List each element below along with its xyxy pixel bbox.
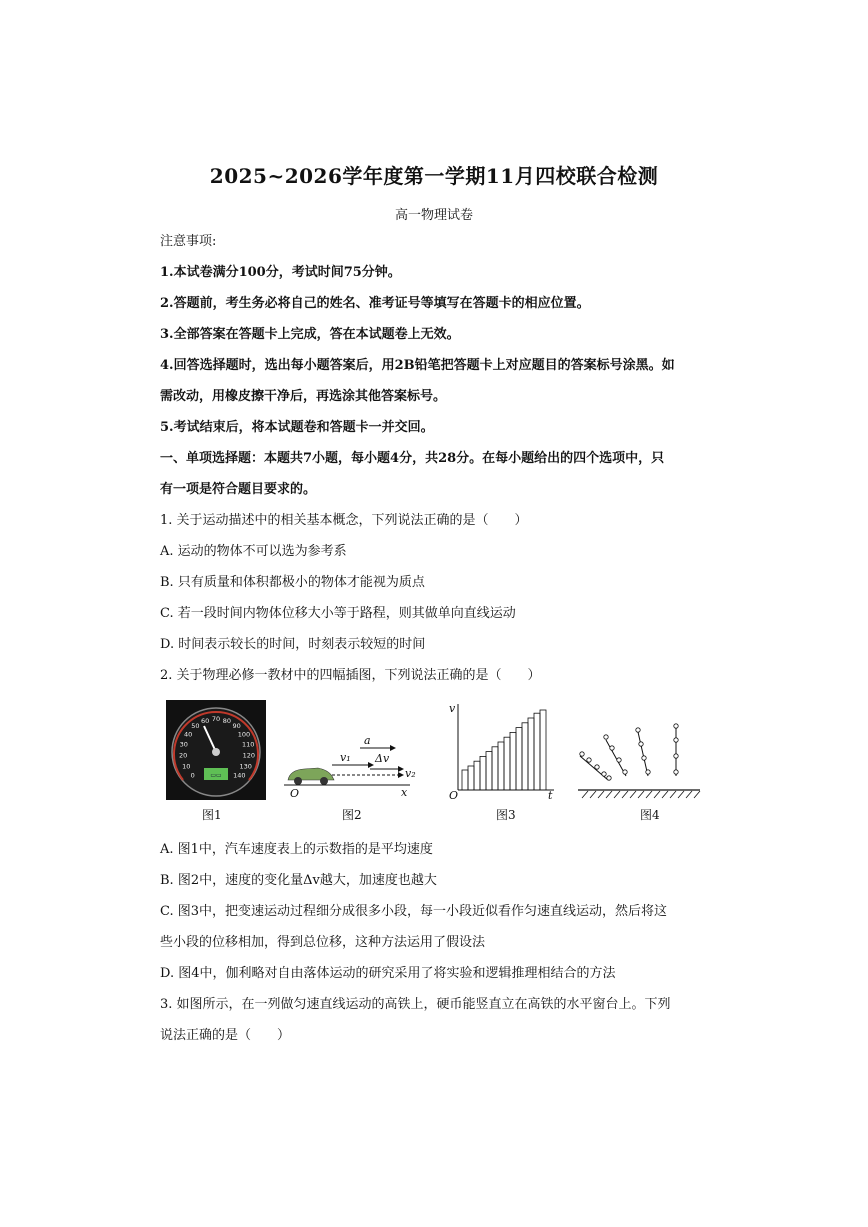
dial-number: 40 <box>183 730 193 739</box>
vt-bar <box>510 732 516 790</box>
dial-number: 30 <box>179 740 188 749</box>
caption-figure-2: 图2 <box>342 808 362 822</box>
exam-subtitle: 高一物理试卷 <box>394 208 473 223</box>
vt-bar <box>480 756 486 790</box>
label-v: v <box>449 702 456 715</box>
dial-number: 20 <box>179 751 188 760</box>
option-b: B. 图2中，速度的变化量Δv越大，加速度也越大 <box>160 873 437 888</box>
question-stem: 2. 关于物理必修一教材中的四幅插图，下列说法正确的是（ ） <box>160 668 541 683</box>
vt-bar <box>486 752 492 790</box>
question-stem-continued: 说法正确的是（ ） <box>160 1028 291 1043</box>
label-a: a <box>364 734 371 747</box>
vt-bar <box>534 713 540 790</box>
notice-item: 1.本试卷满分100分，考试时间75分钟。 <box>160 265 401 280</box>
notice-item: 5.考试结束后，将本试题卷和答题卡一并交回。 <box>160 420 434 435</box>
option-c: C. 若一段时间内物体位移大小等于路程，则其做单向直线运动 <box>160 606 516 621</box>
label-o: O <box>449 789 459 800</box>
dial-number: 140 <box>233 771 246 780</box>
notice-heading: 注意事项: <box>160 234 217 249</box>
vt-bar <box>492 747 498 790</box>
section-heading: 一、单项选择题：本题共7小题，每小题4分，共28分。在每小题给出的四个选项中，只 <box>160 451 665 466</box>
dial-number: 90 <box>232 722 241 731</box>
dial-number: 100 <box>237 730 251 739</box>
notice-item: 2.答题前，考生务必将自己的姓名、准考证号等填写在答题卡的相应位置。 <box>160 296 590 311</box>
vt-bar <box>522 723 528 790</box>
label-x: x <box>401 786 408 799</box>
vt-bar <box>540 710 546 790</box>
notice-item: 需改动，用橡皮擦干净后，再选涂其他答案标号。 <box>160 389 447 404</box>
vt-bar <box>504 737 510 790</box>
vt-bar <box>468 766 474 790</box>
dial-number: 110 <box>241 740 255 749</box>
dial-number: 0 <box>190 771 195 780</box>
caption-figure-4: 图4 <box>640 808 660 822</box>
vt-bar <box>474 761 480 790</box>
dial-number: 130 <box>239 762 252 771</box>
label-dv: Δv <box>375 752 390 765</box>
label-o: O <box>290 787 300 800</box>
figure-3-vt-graph <box>448 700 558 800</box>
figure-2-velocity-vectors <box>282 730 422 800</box>
question-stem: 3. 如图所示，在一列做匀速直线运动的高铁上，硬币能竖直立在高铁的水平窗台上。下列 <box>160 997 671 1012</box>
dial-number: 50 <box>191 722 200 731</box>
vt-bar <box>498 742 504 790</box>
figure-1-speedometer <box>166 700 266 800</box>
caption-figure-1: 图1 <box>202 808 222 822</box>
dial-number: 10 <box>182 762 191 771</box>
caption-figure-3: 图3 <box>496 808 516 822</box>
notice-item: 4.回答选择题时，选出每小题答案后，用2B铅笔把答题卡上对应题目的答案标号涂黑。如 <box>160 358 675 373</box>
dial-number: 80 <box>222 716 232 725</box>
label-t: t <box>548 789 553 800</box>
vt-bar <box>528 718 534 790</box>
exam-title: 2025~2026学年度第一学期11月四校联合检测 <box>209 164 659 188</box>
option-c-continued: 些小段的位移相加，得到总位移，这种方法运用了假设法 <box>160 935 486 950</box>
notice-item: 3.全部答案在答题卡上完成，答在本试题卷上无效。 <box>160 327 460 342</box>
vt-bar <box>462 770 468 790</box>
svg-text:▭▭: ▭▭ <box>210 772 222 779</box>
figure-4-inclined-planes <box>574 720 704 800</box>
vt-bar <box>516 728 522 790</box>
dial-number: 120 <box>242 751 256 760</box>
dial-number: 60 <box>200 716 210 725</box>
label-v1: v₁ <box>340 751 351 764</box>
option-a: A. 图1中，汽车速度表上的示数指的是平均速度 <box>160 842 433 857</box>
option-c: C. 图3中，把变速运动过程细分成很多小段，每一小段近似看作匀速直线运动，然后将这 <box>160 904 668 919</box>
option-d: D. 图4中，伽利略对自由落体运动的研究采用了将实验和逻辑推理相结合的方法 <box>160 966 616 981</box>
option-d: D. 时间表示较长的时间，时刻表示较短的时间 <box>160 637 426 652</box>
label-v2: v₂ <box>405 767 416 780</box>
dial-number: 70 <box>211 715 221 723</box>
section-heading: 有一项是符合题目要求的。 <box>160 482 317 497</box>
question-stem: 1. 关于运动描述中的相关基本概念，下列说法正确的是（ ） <box>160 513 528 528</box>
option-b: B. 只有质量和体积都极小的物体才能视为质点 <box>160 575 425 590</box>
option-a: A. 运动的物体不可以选为参考系 <box>160 544 347 559</box>
